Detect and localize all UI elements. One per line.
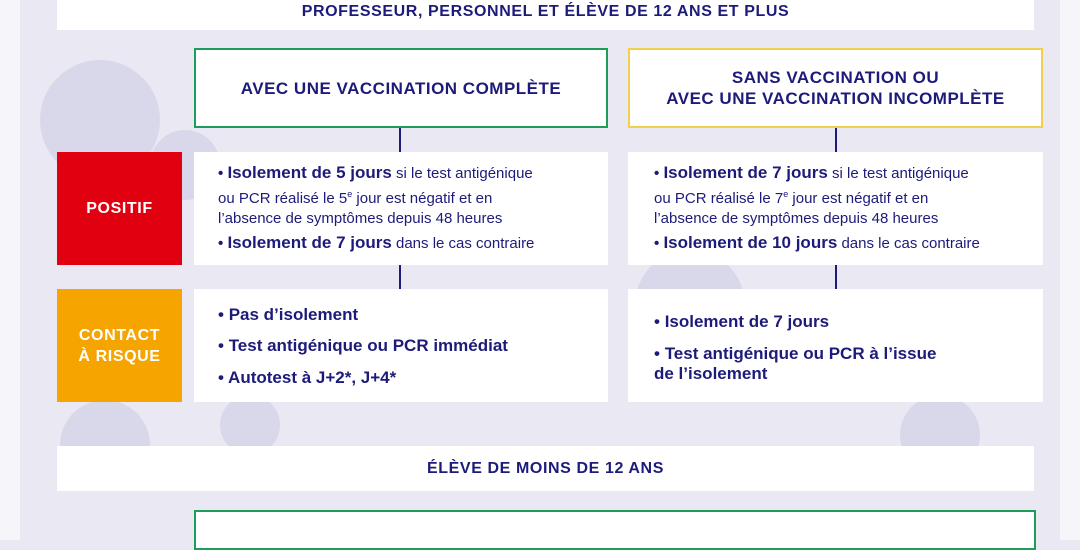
connector-line <box>835 264 837 289</box>
section-title: ÉLÈVE DE MOINS DE 12 ANS <box>427 459 664 477</box>
rule-text: l’absence de symptômes depuis 48 heures <box>654 210 939 227</box>
rule-text: si le test antigénique <box>827 165 969 182</box>
rule-item: • Pas d’isolement <box>218 305 359 324</box>
rule-item: • Isolement de 7 jours <box>654 312 830 331</box>
row-label-positif <box>57 152 182 265</box>
rule-emphasis: Isolement de 10 jours <box>663 233 838 252</box>
column-title: AVEC UNE VACCINATION COMPLÈTE <box>240 78 562 98</box>
rule-item: • Test antigénique ou PCR immédiat <box>218 336 508 355</box>
rule-text: Test antigénique ou PCR à l’issue <box>664 344 937 363</box>
ordinal-suffix: e <box>347 189 353 199</box>
rule-item: • Isolement de 5 jours si le test antigénique ou PCR réalisé le 5e jour est négatif et en l’absence de symptômes depuis 48 heures <box>218 163 533 227</box>
rule-text: jour est négatif et en <box>352 190 493 207</box>
rule-text: ou PCR réalisé le 5 <box>218 190 348 207</box>
rule-text: ou PCR réalisé le 7 <box>654 190 784 207</box>
rule-text: Pas d’isolement <box>228 305 359 324</box>
rule-item: • Autotest à J+2*, J+4* <box>218 368 397 387</box>
section-header-12-plus <box>57 0 1034 30</box>
rule-text: si le test antigénique <box>391 165 533 182</box>
column-header-complete <box>194 48 608 128</box>
rule-text: Isolement de 7 jours <box>664 312 830 331</box>
rule-emphasis: Isolement de 7 jours <box>663 163 828 182</box>
cell-contact-incomplete <box>628 289 1043 402</box>
connector-line <box>399 264 401 289</box>
row-label-contact <box>57 289 182 402</box>
connector-line <box>835 128 837 152</box>
ordinal-suffix: e <box>783 189 789 199</box>
rule-emphasis: Isolement de 7 jours <box>227 233 392 252</box>
cell-contact-complete <box>194 289 608 402</box>
rule-text: Test antigénique ou PCR immédiat <box>228 336 508 355</box>
column-title-line2: AVEC UNE VACCINATION INCOMPLÈTE <box>666 89 1005 108</box>
rule-item: • Isolement de 7 jours si le test antigénique ou PCR réalisé le 7e jour est négatif et en l’absence de symptômes depuis 48 heures <box>654 163 969 227</box>
rule-text: dans le cas contraire <box>391 235 535 252</box>
rule-item: • Isolement de 10 jours dans le cas contraire <box>654 233 980 252</box>
column-header-under-12 <box>194 510 1036 550</box>
cell-positif-incomplete <box>628 152 1043 265</box>
column-header-incomplete <box>628 48 1043 128</box>
rule-emphasis: Isolement de 5 jours <box>227 163 392 182</box>
cell-positif-complete <box>194 152 608 265</box>
rule-text: l’absence de symptômes depuis 48 heures <box>218 210 503 227</box>
row-label-line2: À RISQUE <box>78 347 161 365</box>
section-header-under-12 <box>57 446 1034 491</box>
rule-item: • Isolement de 7 jours dans le cas contraire <box>218 233 535 252</box>
rule-text: dans le cas contraire <box>837 235 980 252</box>
rule-text: de l’isolement <box>654 364 768 383</box>
right-margin-strip <box>1060 0 1080 540</box>
rule-item: • Test antigénique ou PCR à l’issue de l’isolement <box>654 344 937 383</box>
column-title-line1: SANS VACCINATION OU <box>731 68 940 87</box>
connector-line <box>399 128 401 152</box>
row-label-line1: CONTACT <box>78 326 161 344</box>
row-label: POSITIF <box>86 200 153 217</box>
section-title: PROFESSEUR, PERSONNEL ET ÉLÈVE DE 12 ANS ET PLUS <box>301 3 790 20</box>
left-margin-strip <box>0 0 20 540</box>
rule-text: jour est négatif et en <box>788 190 929 207</box>
rule-text: Autotest à J+2*, J+4* <box>228 368 397 387</box>
